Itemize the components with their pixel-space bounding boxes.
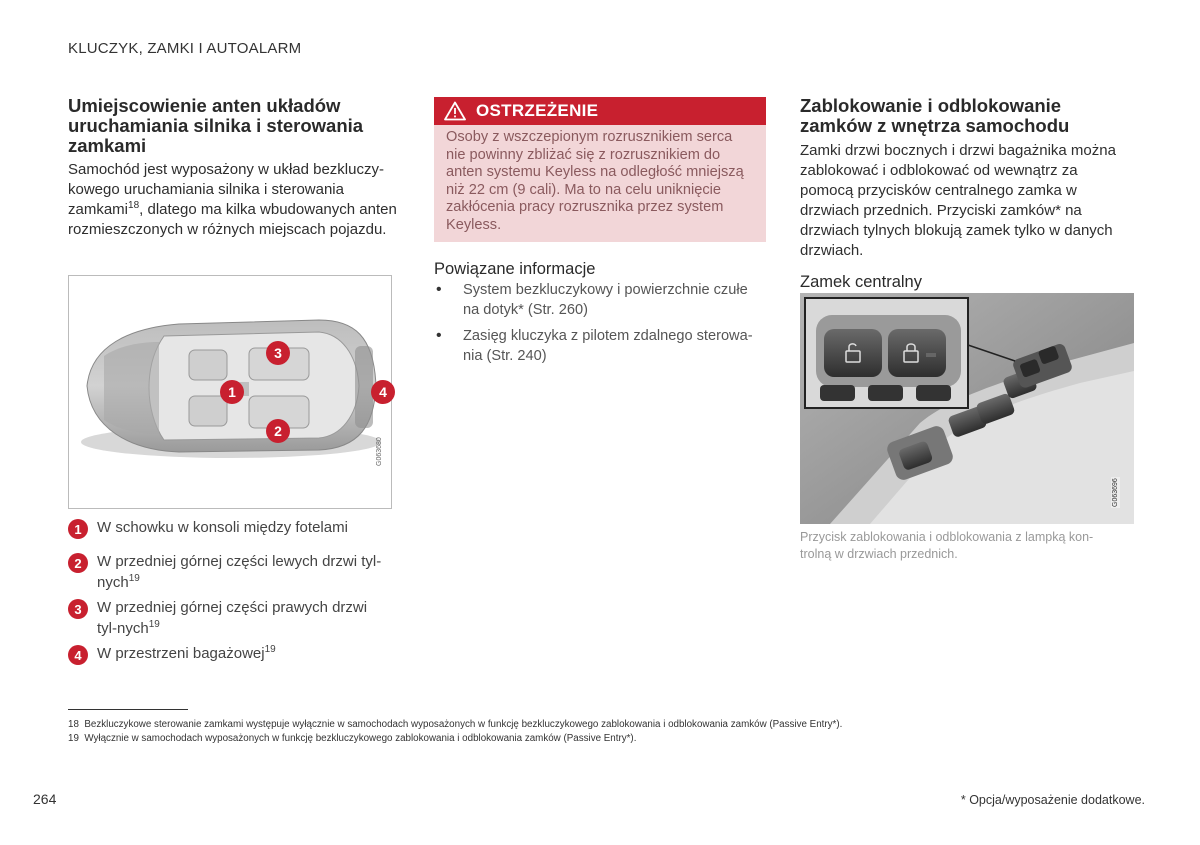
indicator-lamp	[926, 353, 936, 357]
related-info-list	[434, 280, 766, 372]
antenna-marker-2: 2	[266, 419, 290, 443]
footnote-ref-18[interactable]: 18	[128, 200, 140, 211]
legend-number: 3	[68, 599, 88, 619]
related-info-title: Powiązane informacje	[434, 260, 596, 278]
legend-number: 1	[68, 519, 88, 539]
footnote-18: 18 Bezkluczykowe sterowanie zamkami występuje wyłącznie w samochodach wyposażonych w funkcję bezkluczykowego zablokowania i odblokowania zamków (Passive Entry*).	[68, 719, 843, 730]
figure-code: G063680	[376, 437, 383, 466]
footnote-ref-19[interactable]: 19	[264, 644, 276, 655]
antenna-heading: Umiejscowienie anten układów uruchamiania silnika i sterowania zamkami	[68, 95, 364, 156]
legend-item: 2 W przedniej górnej części lewych drzwi tyl-nych$^{19}$	[68, 551, 398, 593]
antenna-legend	[68, 517, 398, 665]
warning-title: OSTRZEŻENIE	[476, 101, 599, 120]
legend-item: 4 W przestrzeni bagażowej$^{19}$	[68, 643, 398, 665]
warning-title-bar	[434, 97, 766, 125]
figure-caption: Przycisk zablokowania i odblokowania z lampką kon-trolną w drzwiach przednich.	[800, 530, 1094, 561]
footnote-ref-19[interactable]: 19	[128, 573, 140, 584]
antenna-marker-1: 1	[220, 380, 244, 404]
right-column	[800, 96, 1130, 292]
antenna-marker-4: 4	[371, 380, 395, 404]
footnotes	[68, 718, 1138, 746]
footnote-19: 19 Wyłącznie w samochodach wyposażonych w funkcję bezkluczykowego zablokowania i odblokowania zamków (Passive Entry*).	[68, 733, 637, 744]
legend-number: 4	[68, 645, 88, 665]
locking-heading: Zablokowanie i odblokowanie zamków z wnętrza samochodu	[800, 95, 1070, 136]
footnote-ref-19[interactable]: 19	[148, 619, 160, 630]
legend-item: 3 W przedniej górnej części prawych drzwi tyl-nych$^{19}$	[68, 597, 398, 639]
footnote-divider	[68, 709, 188, 710]
related-link-keyless-system[interactable]: • System bezkluczykowy i powierzchnie czułe na dotyk* (Str. 260)	[434, 280, 766, 320]
warning-text: Osoby z wszczepionym rozrusznikiem serca nie powinny zbliżać się z rozrusznikiem do anten systemu Keyless na odległość mniejszą niż 22 cm (9 cali). Ma to na celu uniknięcie zakłócenia pracy rozrusznika przez system Keyless.	[434, 125, 766, 242]
antenna-marker-3: 3	[266, 341, 290, 365]
car-antenna-figure	[68, 275, 392, 509]
left-column	[68, 96, 398, 240]
chapter-header: KLUCZYK, ZAMKI I AUTOALARM	[68, 40, 302, 57]
legend-item: 1 W schowku w konsoli między fotelami	[68, 517, 398, 539]
related-link-key-range[interactable]: • Zasięg kluczyka z pilotem zdalnego sterowa-nia (Str. 240)	[434, 326, 766, 366]
locking-paragraph: Zamki drzwi bocznych i drzwi bagażnika można zablokować i odblokować od wewnątrz za pomocą przycisków centralnego zamka w drzwiach przednich. Przyciski zamków* na drzwiach tylnych blokują zamek tylko w danych drzwiach.	[800, 142, 1116, 259]
option-note: * Opcja/wyposażenie dodatkowe.	[960, 793, 1145, 807]
legend-number: 2	[68, 553, 88, 573]
page-number: 264	[33, 791, 57, 807]
antenna-paragraph: Samochód jest wyposażony w układ bezkluczy-kowego uruchamiania silnika i sterowania zamkami$^{18}$, dlatego ma kilka wbudowanych anten rozmieszczonych w różnych miejscach pojazdu.	[68, 161, 397, 238]
door-panel-illustration	[800, 293, 1134, 524]
central-lock-subheading: Zamek centralny	[800, 273, 922, 291]
central-lock-figure	[800, 293, 1134, 524]
warning-box	[434, 97, 766, 242]
warning-triangle-icon	[444, 101, 466, 121]
figure-code: G063696	[1112, 478, 1119, 507]
